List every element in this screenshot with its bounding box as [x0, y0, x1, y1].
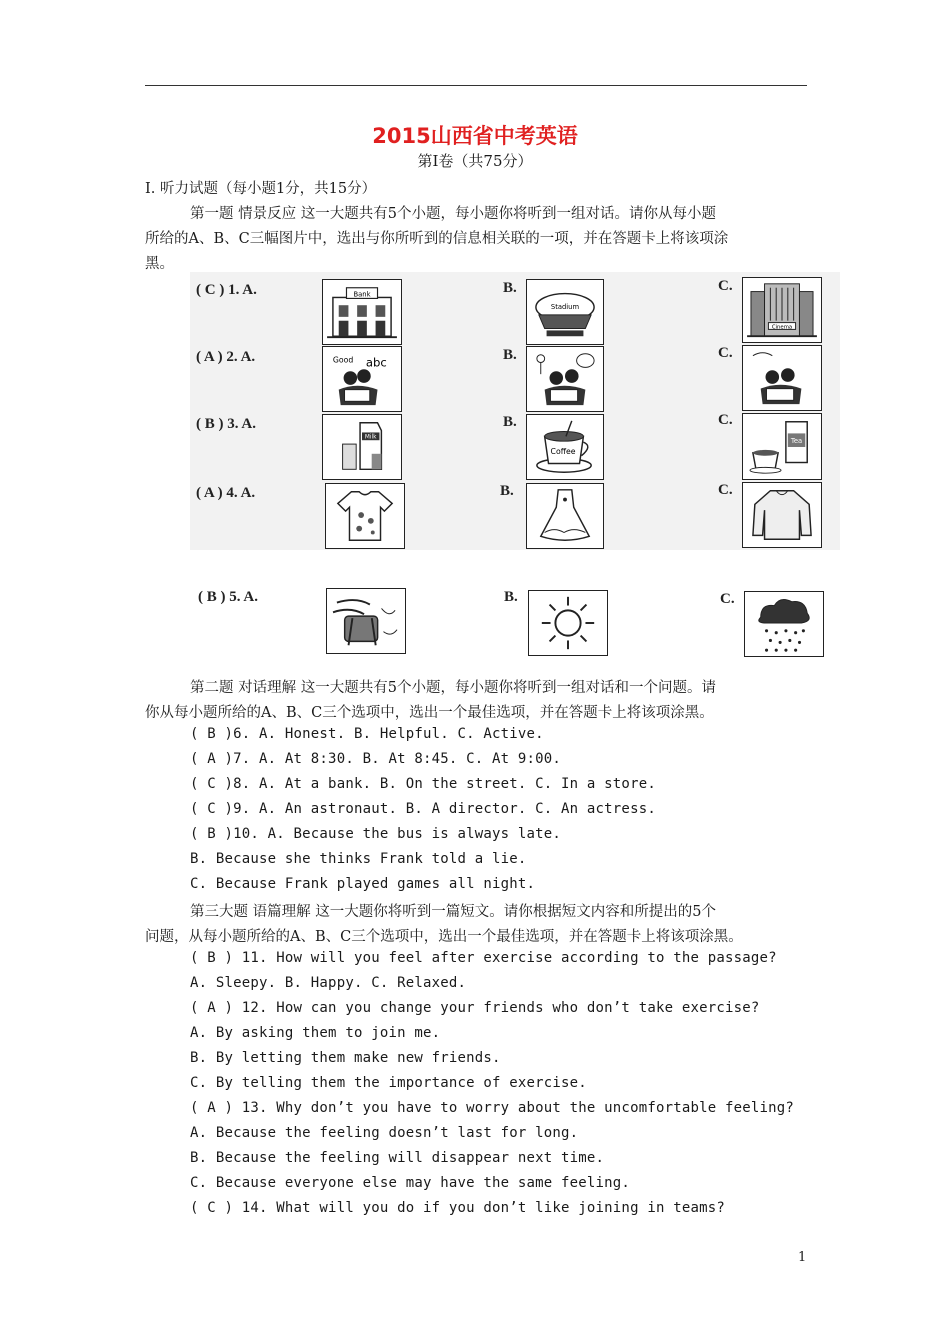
- q4-option-c-label: C.: [718, 482, 733, 498]
- question-11-options: A. Sleepy. B. Happy. C. Relaxed.: [190, 975, 467, 991]
- q1-option-b-stadium-picture: [526, 279, 604, 345]
- question-12: ( A ) 12. How can you change your friends who don’t take exercise?: [190, 1000, 760, 1016]
- section-heading: I. 听力试题（每小题1分，共15分）: [145, 181, 377, 197]
- page-subtitle: 第Ⅰ卷（共75分）: [417, 152, 533, 170]
- q5-option-c-rainy-picture: [744, 591, 824, 657]
- part1-instruction-line3: 黑。: [145, 256, 174, 272]
- q1-option-a-bank-picture: [322, 279, 402, 345]
- speech-good-text: Good: [332, 355, 354, 365]
- part2-instruction-line2: 你从每小题所给的A、B、C三个选项中，选出一个最佳选项，并在答题卡上将该项涂黑。: [145, 705, 714, 721]
- q5-option-b-label: B.: [504, 589, 518, 605]
- question-13-option-a: A. Because the feeling doesn’t last for long.: [190, 1125, 579, 1141]
- letters-abc-text: abc: [365, 355, 387, 370]
- q5-option-b-sunny-picture: [528, 590, 608, 656]
- cinema-building-icon: [743, 278, 821, 342]
- question-13: ( A ) 13. Why don’t you have to worry about the uncomfortable feeling?: [190, 1100, 795, 1116]
- part3-instruction-line2: 问题，从每小题所给的A、B、C三个选项中，选出一个最佳选项，并在答题卡上将该项涂黑。: [145, 929, 743, 945]
- question-5-label: ( B ) 5. A.: [198, 589, 258, 605]
- q3-option-c-label: C.: [718, 412, 733, 428]
- part1-instruction-line2: 所给的A、B、C三幅图片中，选出与你所听到的信息相关联的一项，并在答题卡上将该项涂: [145, 231, 729, 247]
- page-title: 2015山西省中考英语: [372, 124, 578, 148]
- q4-option-c-sweater-picture: [742, 482, 822, 548]
- reading-people-icon: [323, 347, 401, 411]
- sun-icon: [529, 591, 607, 655]
- q5-option-c-label: C.: [720, 591, 735, 607]
- dress-icon: [527, 484, 603, 548]
- reading-book-icon: [743, 346, 821, 410]
- milk-label-text: Milk: [364, 434, 377, 441]
- part3-instruction-line1: 第三大题 语篇理解 这一大题你将听到一篇短文。请你根据短文内容和所提出的5个: [190, 904, 716, 920]
- q4-option-b-label: B.: [500, 483, 514, 499]
- question-6: ( B )6. A. Honest. B. Helpful. C. Active.: [190, 726, 544, 742]
- stadium-sign-text: Stadium: [550, 303, 580, 312]
- question-12-option-b: B. By letting them make new friends.: [190, 1050, 501, 1066]
- q3-option-c-tea-picture: [742, 413, 822, 480]
- bank-sign-text: Bank: [353, 290, 371, 299]
- coffee-cup-icon: [527, 415, 603, 479]
- q1-option-c-label: C.: [718, 278, 733, 294]
- question-2-label: ( A ) 2. A.: [196, 349, 256, 365]
- question-12-option-a: A. By asking them to join me.: [190, 1025, 441, 1041]
- question-3-label: ( B ) 3. A.: [196, 416, 256, 432]
- question-14: ( C ) 14. What will you do if you don’t like joining in teams?: [190, 1200, 725, 1216]
- question-9: ( C )9. A. An astronaut. B. A director. C. An actress.: [190, 801, 656, 817]
- stadium-icon: [527, 280, 603, 344]
- sweater-icon: [743, 483, 821, 547]
- q3-option-a-milk-picture: [322, 414, 402, 480]
- milk-carton-icon: [323, 415, 401, 479]
- question-10-option-c: C. Because Frank played games all night.: [190, 876, 536, 892]
- tea-box-icon: [743, 414, 821, 479]
- rain-cloud-icon: [745, 592, 823, 656]
- bank-building-icon: [323, 280, 401, 344]
- question-13-option-b: B. Because the feeling will disappear next time.: [190, 1150, 605, 1166]
- q2-option-c-reading-picture: [742, 345, 822, 411]
- page-number: 1: [798, 1250, 807, 1265]
- q2-option-c-label: C.: [718, 345, 733, 361]
- tshirt-icon: [326, 484, 404, 548]
- talking-people-icon: [527, 347, 603, 411]
- tea-label-text: Tea: [790, 437, 803, 446]
- coffee-label-text: Coffee: [550, 446, 576, 456]
- q2-option-a-reading-picture: [322, 346, 402, 412]
- question-10: ( B )10. A. Because the bus is always late.: [190, 826, 562, 842]
- q1-option-b-label: B.: [503, 280, 517, 296]
- question-13-option-c: C. Because everyone else may have the same feeling.: [190, 1175, 631, 1191]
- q2-option-b-label: B.: [503, 347, 517, 363]
- q4-option-b-dress-picture: [526, 483, 604, 549]
- q2-option-b-talking-picture: [526, 346, 604, 412]
- question-12-option-c: C. By telling them the importance of exercise.: [190, 1075, 587, 1091]
- q4-option-a-tshirt-picture: [325, 483, 405, 549]
- q5-option-a-windy-picture: [326, 588, 406, 654]
- q3-option-b-label: B.: [503, 414, 517, 430]
- q3-option-b-coffee-picture: [526, 414, 604, 480]
- part2-instruction-line1: 第二题 对话理解 这一大题共有5个小题，每小题你将听到一组对话和一个问题。请: [190, 680, 716, 696]
- q1-option-c-cinema-picture: [742, 277, 822, 343]
- question-7: ( A )7. A. At 8:30. B. At 8:45. C. At 9:00.: [190, 751, 562, 767]
- header-rule: [145, 85, 807, 86]
- question-10-option-b: B. Because she thinks Frank told a lie.: [190, 851, 527, 867]
- question-11: ( B ) 11. How will you feel after exercise according to the passage?: [190, 950, 777, 966]
- question-8: ( C )8. A. At a bank. B. On the street. C. In a store.: [190, 776, 656, 792]
- part1-instruction-line1: 第一题 情景反应 这一大题共有5个小题，每小题你将听到一组对话。请你从每小题: [190, 206, 716, 222]
- cinema-sign-text: Cinema: [771, 324, 793, 331]
- windy-weather-icon: [327, 589, 405, 653]
- question-1-label: ( C ) 1. A.: [196, 282, 257, 298]
- question-4-label: ( A ) 4. A.: [196, 485, 256, 501]
